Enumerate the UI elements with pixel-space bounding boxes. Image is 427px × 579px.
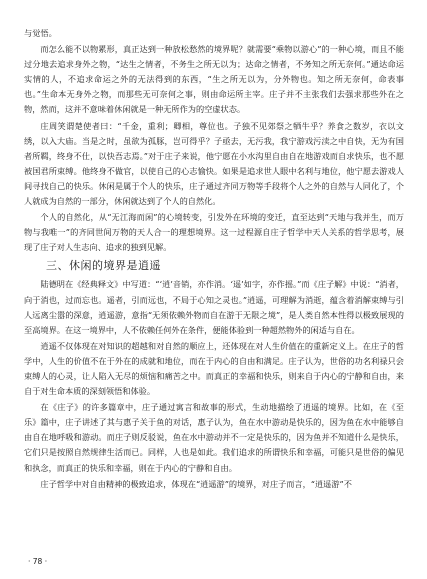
paragraph: 而怎么能不以物累形，真正达到一种放松愁然的境界呢？就需要“乘物以游心”的一种心境，而且不能过分地去追求身外之物，“达生之情者，不务生之所无以为；达命之情者，不务知之所无奈何。”通达命运实情的人，不追求命运之外的无法得到的东西，“生之所无以为，分外物也。知之所无奈何，命表事也。”生命本无身外之物，而那些无可奈何之事，则由命运所主宰。庄子并不主张我们去强求那些外在之物，然而，这并不意味着休闲就是一种无所作为的空虚状态。 xyxy=(24,44,404,115)
page-number: · 78 · xyxy=(28,557,48,566)
body-text xyxy=(24,26,404,493)
paragraph: 庄子哲学中对自由精神的极致追求，体现在“逍遥游”的境界，对庄子而言，“逍遥游”不 xyxy=(40,478,352,489)
paragraph: 在《庄子》的许多篇章中，庄子通过寓言和故事的形式，生动地描绘了逍遥的境界。比如，在《至乐》篇中，庄子讲述了其与惠子关于鱼的对话，惠子认为，鱼在水中游动是快乐的，因为鱼在水中能够自由自在地呼吸和游动。而庄子则反驳说，鱼在水中游动并不一定是快乐的，因为鱼并不知道什么是快乐，它们只是按照自然规律生活而已。同样，人也是如此。我们追求的所谓快乐和幸福，可能只是世俗的偏见和执念，而真正的快乐和幸福，则在于内心的宁静和自由。 xyxy=(24,402,404,473)
paragraph: 陆德明在《经典释文》中写道：“‘逍’音销，亦作消。‘遥’如字，亦作摇。”而《庄子解》中说：“消者，向于消也，过而忘也。遥者，引而远也，不局于心知之灵也。”逍遥，可理解为消逝，蕴含着消解束缚与引人远离尘嚣的深意，逍遥游，意指“无须依赖外物而自在游于无限之境”，是人类自然本性得以极致展现的至高境界。在这一境界中，人不依赖任何外在条件，便能体验到一种超然物外的闲适与自在。 xyxy=(24,279,404,335)
paragraph: 个人的自然化，从“无江海而闲”的心境转变，引发外在环境的变迁，直至达到“天地与我并生，而万物与我唯一”的齐同世间万物的天人合一的理想境界。这一过程源自庄子哲学中天人关系的哲学思考，展现了庄子对人生志向、追求的独到见解。 xyxy=(24,212,404,253)
paragraph: 庄周笑谓楚使者曰：“千金，重利；卿相，尊位也。子独不见郊祭之牺牛乎？养食之数岁，衣以文绣，以入大庙。当是之时，虽欲为孤豚，岂可得乎？子亟去，无污我，我宁游戏污渎之中自快，无为有国者所羁，终身不仕，以快吾志焉。”对于庄子来说，他宁愿在小水沟里自由自在地游戏而自求快乐，也不愿被国君所束缚。他终身不做官，以使自己的心志愉快。如果是追求世人眼中名利与地位，他宁愿去游戏人间寻找自己的快乐。休闲是属于个人的快乐，庄子通过齐同万物等手段将个人之外的自然与人同化了，个人就成为自然的一部分，休闲就达到了个人的自然化。 xyxy=(24,120,404,207)
paragraph: 与觉悟。 xyxy=(24,28,57,38)
paragraph: 逍遥不仅体现在对知识的超越和对自然的顺应上，还体现在对人生价值在的重新定义上。在庄子的哲学中，人生的价值不在于外在的成就和地位，而在于内心的自由和满足。庄子认为，世俗的功名利禄只会束缚人的心灵，让人陷入无尽的烦恼和痛苦之中。而真正的幸福和快乐，则来自于内心的宁静和自由，来自于对生命本质的深刻领悟和体验。 xyxy=(24,340,404,397)
section-heading: 三、休闲的境界是逍遥 xyxy=(46,259,161,273)
